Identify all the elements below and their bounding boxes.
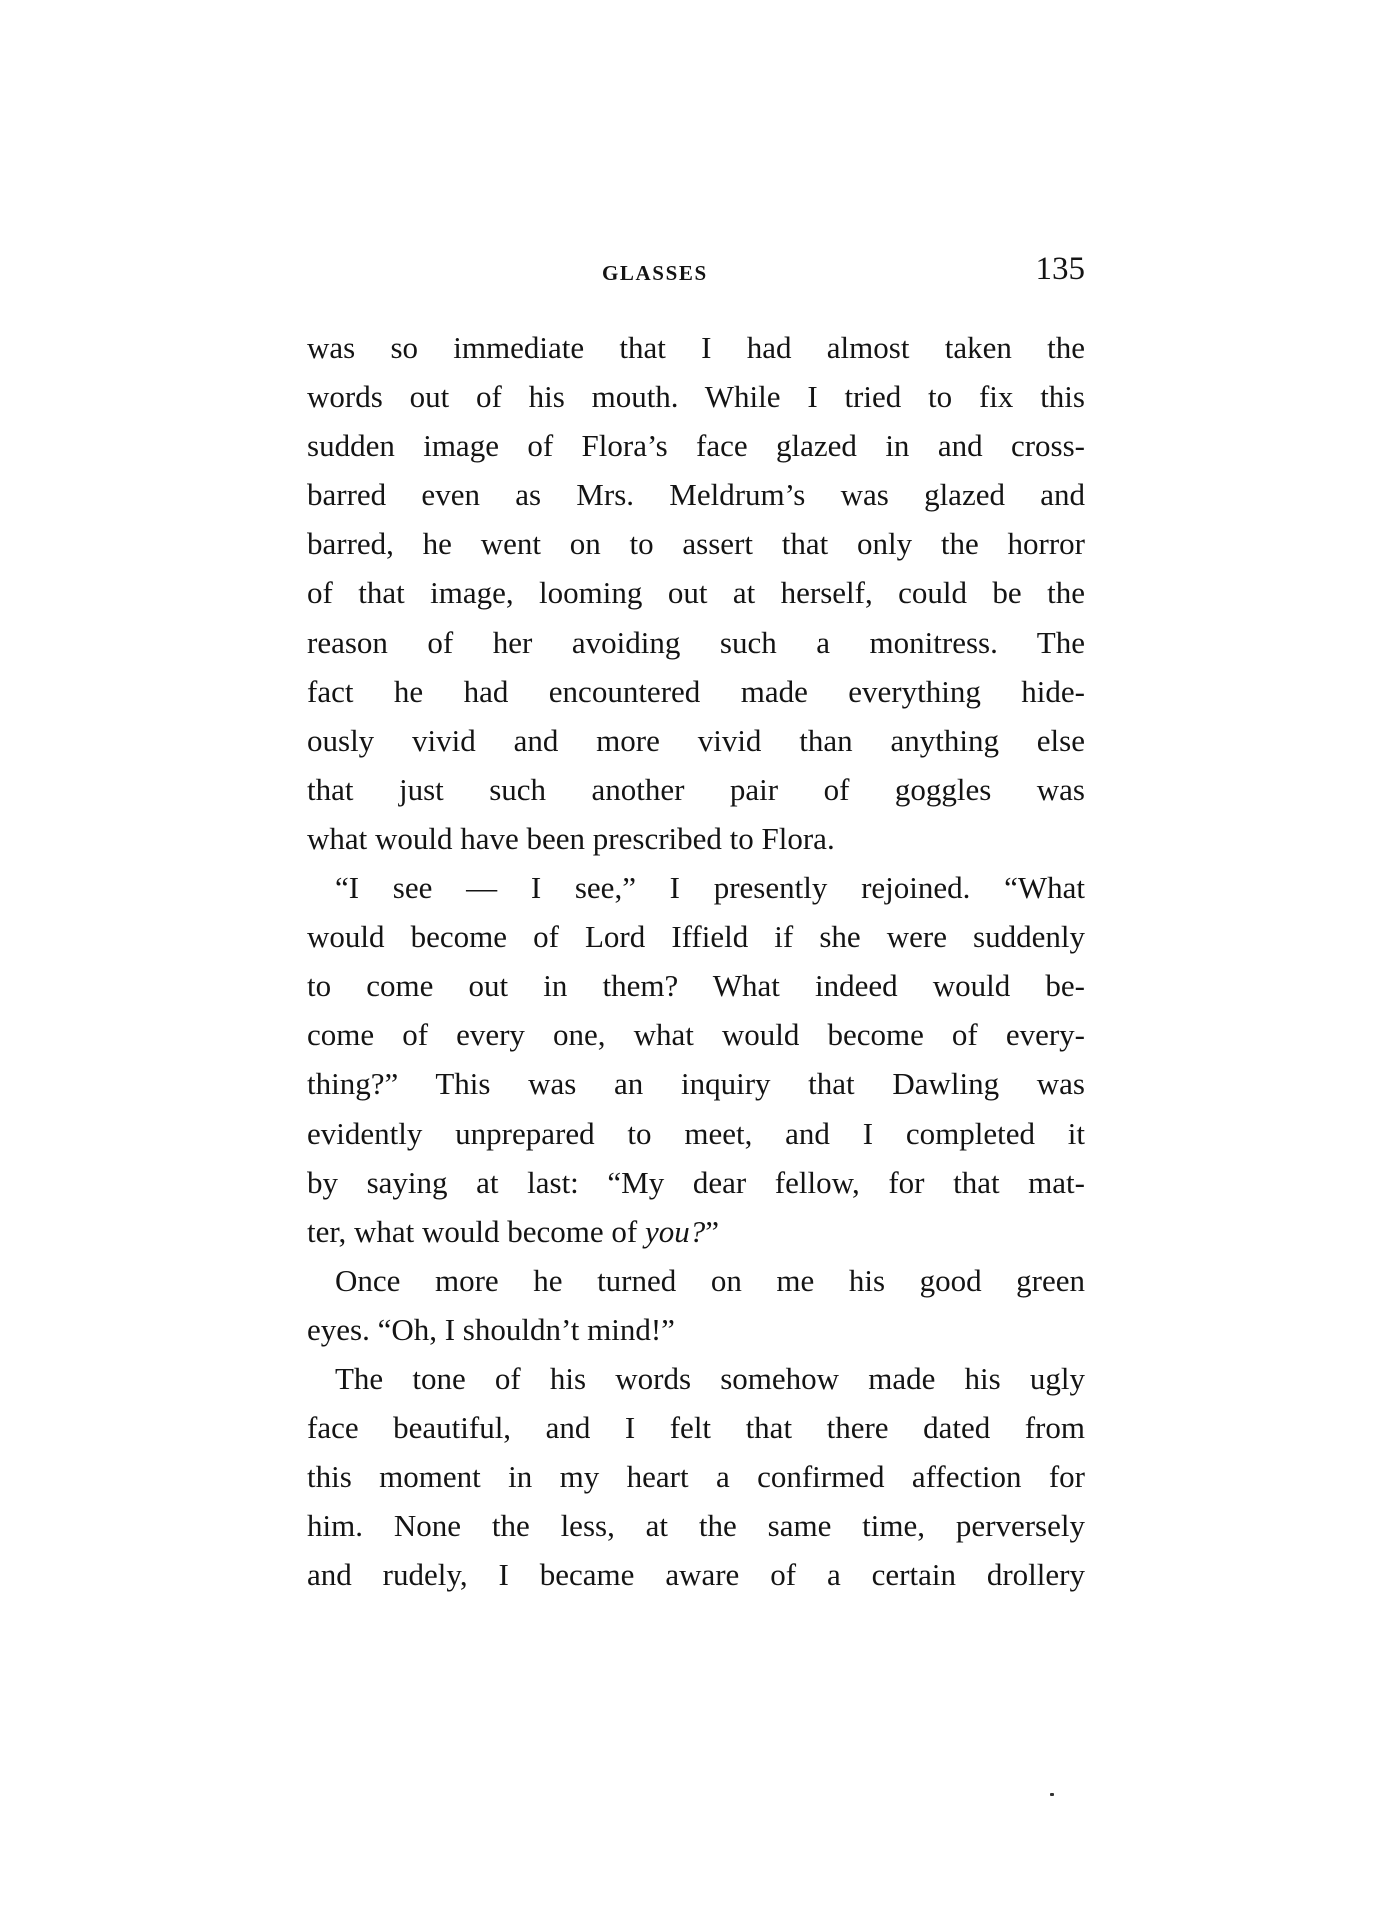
text-line: him. None the less, at the same time, perversely	[307, 1508, 1085, 1544]
text-line: fact he had encountered made everything hide-	[307, 673, 1085, 709]
text-line: of that image, looming out at herself, could be the	[307, 575, 1085, 611]
text-line: evidently unprepared to meet, and I completed it	[307, 1115, 1085, 1151]
line-text: ter, what would become of	[307, 1213, 645, 1249]
text-line: was so immediate that I had almost taken the	[307, 330, 1085, 365]
paragraph-start-line: Once more he turned on me his good green	[335, 1262, 1085, 1298]
text-line: barred even as Mrs. Meldrum’s was glazed and	[307, 477, 1085, 513]
text-line: barred, he went on to assert that only the horror	[307, 526, 1085, 562]
ink-speck	[1050, 1793, 1054, 1796]
text-line: that just such another pair of goggles was	[307, 771, 1085, 807]
text-line: ously vivid and more vivid than anything else	[307, 722, 1085, 758]
text-line: would become of Lord Iffield if she were suddenly	[307, 919, 1085, 955]
text-line: this moment in my heart a confirmed affection for	[307, 1459, 1085, 1495]
paragraph-start-line: The tone of his words somehow made his ugly	[335, 1360, 1085, 1396]
text-line: come of every one, what would become of every-	[307, 1017, 1085, 1053]
paragraph-start-line: “I see — I see,” I presently rejoined. “What	[335, 870, 1085, 906]
text-line: thing?” This was an inquiry that Dawling was	[307, 1066, 1085, 1102]
text-line: face beautiful, and I felt that there dated from	[307, 1410, 1085, 1446]
text-line: words out of his mouth. While I tried to fix this	[307, 379, 1085, 415]
text-line: reason of her avoiding such a monitress. The	[307, 624, 1085, 660]
text-line: to come out in them? What indeed would be-	[307, 968, 1085, 1004]
paragraph-end-line: eyes. “Oh, I shouldn’t mind!”	[307, 1311, 675, 1347]
body-text	[307, 323, 1085, 1599]
closing-quote: ”	[705, 1213, 719, 1249]
paragraph-end-line: what would have been prescribed to Flora.	[307, 820, 835, 856]
text-line: by saying at last: “My dear fellow, for that mat-	[307, 1164, 1085, 1200]
page-header	[307, 251, 1085, 295]
text-line: sudden image of Flora’s face glazed in and cross-	[307, 428, 1085, 464]
page-number: 135	[1035, 251, 1085, 287]
emphasis-you: you?	[644, 1213, 706, 1249]
paragraph-end-line	[307, 1207, 1085, 1256]
text-line: and rudely, I became aware of a certain drollery	[307, 1557, 1085, 1593]
running-title: GLASSES	[602, 261, 708, 285]
